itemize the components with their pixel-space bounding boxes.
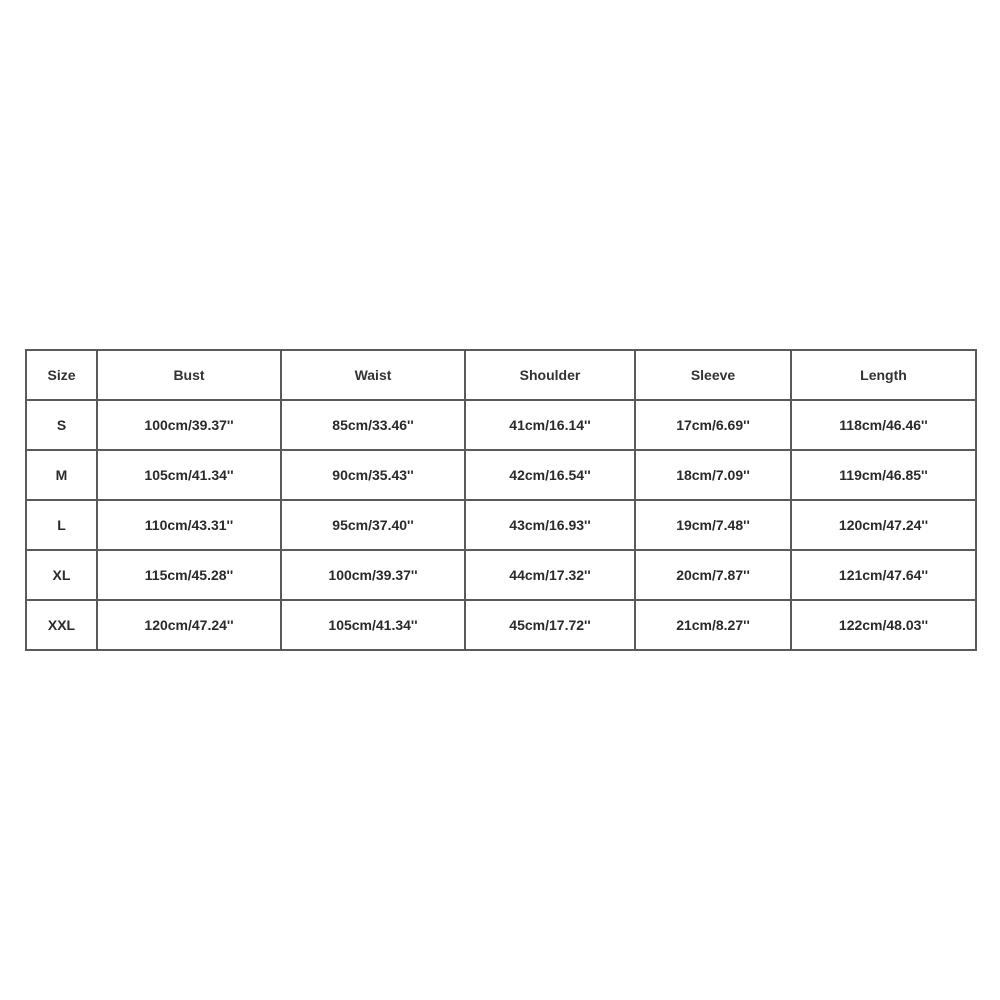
cell-shoulder: 43cm/16.93'' <box>465 500 635 550</box>
cell-waist: 90cm/35.43'' <box>281 450 465 500</box>
size-chart-table <box>25 349 977 651</box>
header-sleeve: Sleeve <box>635 350 791 400</box>
header-waist: Waist <box>281 350 465 400</box>
header-length: Length <box>791 350 976 400</box>
cell-waist: 95cm/37.40'' <box>281 500 465 550</box>
cell-bust: 115cm/45.28'' <box>97 550 281 600</box>
cell-shoulder: 42cm/16.54'' <box>465 450 635 500</box>
table-row <box>26 400 976 450</box>
cell-bust: 105cm/41.34'' <box>97 450 281 500</box>
cell-length: 121cm/47.64'' <box>791 550 976 600</box>
header-bust: Bust <box>97 350 281 400</box>
cell-size: M <box>26 450 97 500</box>
cell-sleeve: 19cm/7.48'' <box>635 500 791 550</box>
table-row <box>26 550 976 600</box>
cell-length: 118cm/46.46'' <box>791 400 976 450</box>
table-header-row <box>26 350 976 400</box>
cell-length: 120cm/47.24'' <box>791 500 976 550</box>
table-row <box>26 450 976 500</box>
header-shoulder: Shoulder <box>465 350 635 400</box>
cell-bust: 100cm/39.37'' <box>97 400 281 450</box>
table-row <box>26 500 976 550</box>
cell-shoulder: 45cm/17.72'' <box>465 600 635 650</box>
cell-bust: 110cm/43.31'' <box>97 500 281 550</box>
cell-sleeve: 18cm/7.09'' <box>635 450 791 500</box>
cell-shoulder: 44cm/17.32'' <box>465 550 635 600</box>
table-row <box>26 600 976 650</box>
cell-sleeve: 20cm/7.87'' <box>635 550 791 600</box>
cell-sleeve: 17cm/6.69'' <box>635 400 791 450</box>
cell-size: XL <box>26 550 97 600</box>
cell-waist: 100cm/39.37'' <box>281 550 465 600</box>
cell-sleeve: 21cm/8.27'' <box>635 600 791 650</box>
cell-size: XXL <box>26 600 97 650</box>
cell-bust: 120cm/47.24'' <box>97 600 281 650</box>
cell-waist: 85cm/33.46'' <box>281 400 465 450</box>
cell-length: 119cm/46.85'' <box>791 450 976 500</box>
cell-waist: 105cm/41.34'' <box>281 600 465 650</box>
cell-shoulder: 41cm/16.14'' <box>465 400 635 450</box>
cell-size: L <box>26 500 97 550</box>
cell-size: S <box>26 400 97 450</box>
cell-length: 122cm/48.03'' <box>791 600 976 650</box>
header-size: Size <box>26 350 97 400</box>
